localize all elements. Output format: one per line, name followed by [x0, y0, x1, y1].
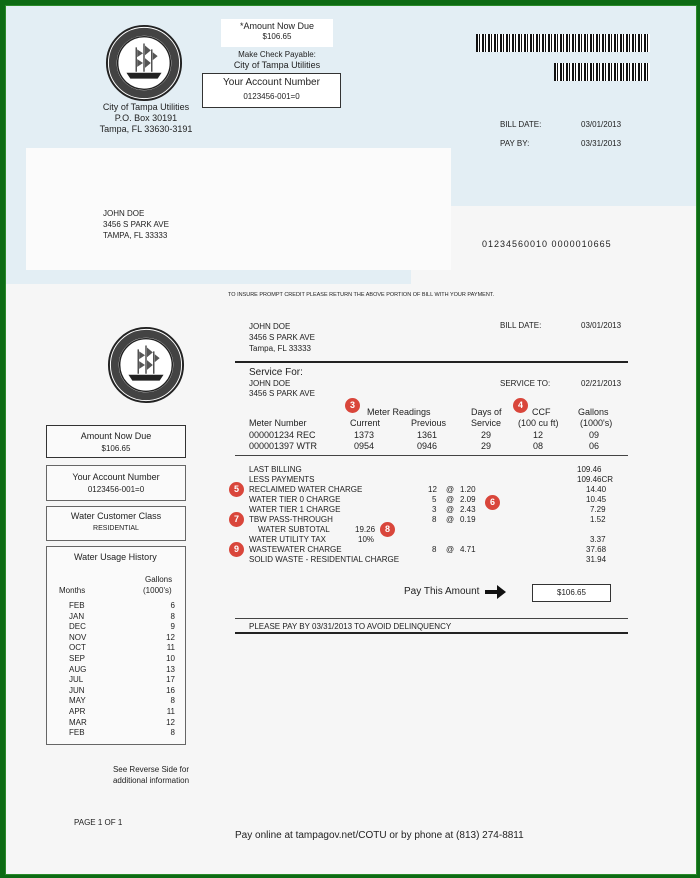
page-number: PAGE 1 OF 1	[74, 818, 123, 827]
ccf-label-1: CCF	[532, 407, 551, 417]
sidebar-account-label: Your Account Number	[72, 472, 160, 482]
meter-2-previous: 0946	[417, 441, 438, 451]
history-month: DEC	[69, 622, 86, 632]
see-reverse-1: See Reverse Side for	[112, 765, 190, 774]
meter-2-number: 000001397 WTR	[249, 441, 318, 451]
charge-amount: 37.68	[586, 545, 607, 554]
scan-line: 01234560010 0000010665	[482, 239, 612, 249]
history-month: JUL	[69, 675, 84, 685]
history-month: JAN	[69, 611, 85, 621]
history-gallons: 13	[166, 664, 175, 674]
history-gallons: 8	[170, 696, 175, 706]
meter-1-current: 1373	[354, 430, 375, 440]
charge-qty: 8	[432, 515, 437, 524]
gallons-label-2: (1000's)	[580, 418, 613, 428]
usage-history-label: Water Usage History	[74, 552, 157, 562]
charge-label: SOLID WASTE - RESIDENTIAL CHARGE	[249, 555, 400, 564]
charge-label: WATER TIER 1 CHARGE	[249, 505, 341, 514]
history-gallons: 12	[166, 717, 175, 727]
customer-class-box	[46, 506, 186, 541]
service-customer-street: 3456 S PARK AVE	[249, 389, 315, 398]
history-gallons: 17	[166, 675, 175, 685]
history-month: MAR	[69, 717, 87, 727]
charge-qty: 12	[428, 485, 437, 494]
history-gallons: 9	[170, 622, 175, 632]
history-gallons: 6	[170, 601, 175, 610]
mail-customer-street: 3456 S PARK AVE	[103, 220, 169, 229]
customer-class-value: RESIDENTIAL	[93, 525, 139, 532]
service-customer-name: JOHN DOE	[249, 379, 291, 388]
charge-label: TBW PASS-THROUGH	[249, 515, 333, 524]
remit-pay-by: 03/31/2013	[581, 139, 622, 148]
charge-label: LESS PAYMENTS	[249, 475, 315, 484]
bill-customer-name: JOHN DOE	[249, 322, 291, 331]
sidebar-amount-label: Amount Now Due	[80, 431, 152, 441]
days-label-2: Service	[471, 418, 502, 428]
meter-readings-label: Meter Readings	[367, 407, 431, 417]
history-gallons-label-2: (1000's)	[143, 586, 172, 595]
barcode-1	[476, 34, 650, 52]
history-month: FEB	[69, 601, 85, 610]
pay-online-footer: Pay online at tampagov.net/COTU or by phone at (813) 274-8811	[235, 830, 524, 841]
pay-this-amount-label: Pay This Amount	[404, 586, 480, 597]
current-label: Current	[350, 418, 381, 428]
meter-1-previous: 1361	[417, 430, 438, 440]
charge-rate: 0.19	[460, 515, 476, 524]
charge-label: WASTEWATER CHARGE	[249, 545, 342, 554]
city-seal-logo-2	[107, 326, 185, 404]
mail-customer-city: TAMPA, FL 33333	[103, 231, 168, 240]
return-notice: TO INSURE PROMPT CREDIT PLEASE RETURN THE ABOVE PORTION OF BILL WITH YOUR PAYMENT.	[228, 292, 495, 298]
charge-rate: 2.43	[460, 505, 476, 514]
history-month: MAY	[69, 696, 86, 706]
gallons-label-1: Gallons	[578, 407, 609, 417]
marker-9: 9	[229, 542, 244, 557]
history-month: OCT	[69, 643, 86, 653]
charge-label: WATER SUBTOTAL	[258, 525, 330, 534]
marker-3: 3	[345, 398, 360, 413]
remit-amount-value: $106.65	[262, 32, 292, 41]
amount-now-due-box	[46, 425, 186, 458]
remit-pay-by-label: PAY BY:	[500, 139, 530, 148]
see-reverse-2: additional information	[112, 776, 190, 785]
bill-customer-street: 3456 S PARK AVE	[249, 333, 315, 342]
bill-date: 03/01/2013	[581, 321, 622, 330]
marker-7: 7	[229, 512, 244, 527]
meter-1-gallons: 09	[589, 430, 600, 440]
charge-qty: 5	[432, 495, 437, 504]
marker-4: 4	[513, 398, 528, 413]
remit-account-label: Your Account Number	[223, 77, 320, 88]
history-gallons: 16	[166, 685, 175, 695]
pay-this-amount-box	[532, 584, 611, 602]
service-to-date: 02/21/2013	[581, 379, 622, 388]
history-month: FEB	[69, 728, 85, 738]
meter-2-gallons: 06	[589, 441, 600, 451]
payable-to: City of Tampa Utilities	[233, 60, 321, 70]
charge-rate: 1.20	[460, 485, 476, 494]
marker-5: 5	[229, 482, 244, 497]
ccf-label-2: (100 cu ft)	[518, 418, 559, 428]
payable-label: Make Check Payable:	[238, 50, 316, 59]
utility-name: City of Tampa Utilities	[102, 102, 190, 112]
city-seal-logo	[105, 24, 183, 102]
history-month: SEP	[69, 654, 86, 663]
mailing-address-window	[26, 148, 451, 270]
tax-rate: 10%	[358, 535, 375, 544]
at-sign: @	[446, 515, 455, 524]
charge-label: LAST BILLING	[249, 465, 302, 474]
charge-rate: 2.09	[460, 495, 476, 504]
history-month: AUG	[69, 664, 87, 674]
history-gallons: 8	[170, 611, 175, 621]
charge-label: WATER TIER 0 CHARGE	[249, 495, 341, 504]
meter-2-ccf: 08	[533, 441, 544, 451]
at-sign: @	[446, 545, 455, 554]
charge-rate: 4.71	[460, 545, 476, 554]
history-months-label: Months	[59, 586, 86, 595]
charge-label: WATER UTILITY TAX	[249, 535, 326, 544]
charge-amount: 1.52	[590, 515, 606, 524]
utility-po-box: P.O. Box 30191	[114, 113, 178, 123]
charge-label: RECLAIMED WATER CHARGE	[249, 485, 363, 494]
charge-amount: 14.40	[586, 485, 607, 494]
utility-city: Tampa, FL 33630-3191	[99, 124, 193, 134]
service-for-label: Service For:	[249, 367, 303, 378]
remit-bill-date: 03/01/2013	[581, 120, 622, 129]
sidebar-account-number: 0123456-001=0	[87, 485, 145, 494]
meter-1-number: 000001234 REC	[249, 430, 316, 440]
days-label-1: Days of	[471, 407, 502, 417]
charge-amount: 7.29	[590, 505, 606, 514]
meter-2-current: 0954	[354, 441, 375, 451]
history-month: NOV	[69, 632, 87, 642]
remit-bill-date-label: BILL DATE:	[500, 120, 542, 129]
at-sign: @	[446, 505, 455, 514]
meter-number-label: Meter Number	[249, 418, 307, 428]
remit-amount-box	[221, 19, 333, 47]
charge-amount: 3.37	[590, 535, 606, 544]
charge-amount: 31.94	[586, 555, 607, 564]
barcode-2	[554, 63, 650, 81]
usage-history-box	[46, 546, 186, 745]
water-subtotal-value: 19.26	[355, 525, 376, 534]
arrow-right-icon	[485, 584, 507, 600]
history-month: JUN	[69, 685, 85, 695]
meter-1-days: 29	[481, 430, 492, 440]
customer-class-label: Water Customer Class	[70, 511, 162, 521]
delinquency-notice: PLEASE PAY BY 03/31/2013 TO AVOID DELINQUENCY	[249, 622, 452, 631]
charge-qty: 8	[432, 545, 437, 554]
mail-customer-name: JOHN DOE	[103, 209, 145, 218]
history-gallons: 8	[170, 728, 175, 738]
history-gallons: 12	[166, 632, 175, 642]
charge-amount: 10.45	[586, 495, 607, 504]
history-gallons: 11	[166, 707, 175, 716]
meter-1-ccf: 12	[533, 430, 544, 440]
at-sign: @	[446, 495, 455, 504]
service-to-label: SERVICE TO:	[500, 379, 551, 388]
previous-label: Previous	[411, 418, 447, 428]
bill-customer-city: Tampa, FL 33333	[249, 344, 311, 353]
pay-this-amount-value: $106.65	[557, 588, 586, 597]
marker-6: 6	[485, 495, 500, 510]
account-number-box	[46, 465, 186, 501]
history-month: APR	[69, 707, 86, 716]
at-sign: @	[446, 485, 455, 494]
bill-date-label: BILL DATE:	[500, 321, 542, 330]
marker-8: 8	[380, 522, 395, 537]
remit-account-box	[202, 73, 341, 108]
utility-bill	[5, 5, 697, 875]
history-gallons: 11	[166, 643, 175, 653]
meter-2-days: 29	[481, 441, 492, 451]
remit-account-number: 0123456-001=0	[243, 92, 300, 101]
charge-amount: 109.46CR	[577, 475, 614, 484]
charge-amount: 109.46	[577, 465, 602, 474]
history-gallons: 10	[166, 654, 175, 663]
charge-qty: 3	[432, 505, 437, 514]
history-gallons-label-1: Gallons	[145, 575, 173, 584]
sidebar-amount-value: $106.65	[101, 444, 131, 453]
remit-amount-label: *Amount Now Due	[239, 21, 315, 31]
